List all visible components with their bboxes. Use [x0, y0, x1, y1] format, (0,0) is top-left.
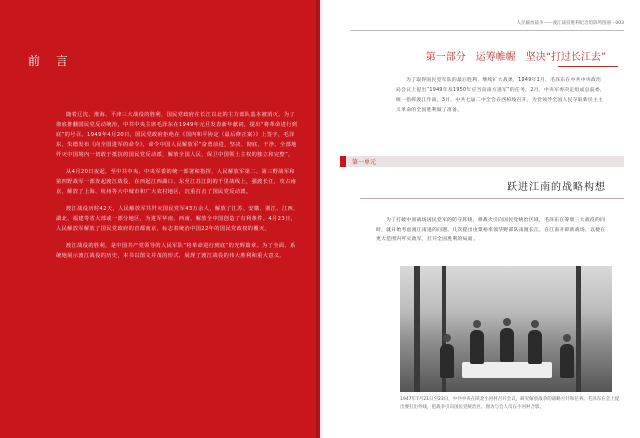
person-figure [528, 330, 542, 364]
person-figure [440, 344, 454, 378]
preface-title: 前 言 [28, 54, 74, 68]
content-page [320, 0, 640, 438]
person-head [531, 320, 539, 328]
person-head [473, 320, 481, 328]
person-head [503, 318, 511, 326]
tree-trunk [414, 266, 420, 392]
historical-photo [400, 266, 612, 392]
part-intro [396, 76, 606, 116]
intro-paragraph: 为了取得国民党军队的最后胜利，继续扩大战果，1949年1月，毛泽东在中共中央政治局会议上提出“1949年及1950年应当向南方进军”的任务。2月，中央军委决定组成总前委，统一指挥渡江作战。3月，中共七届二中全会在西柏坡召开，为党领导全国人民夺取新民主主义革命的全国胜利做了准备。 [396, 78, 606, 113]
part-title: 第一部分 运筹帷幄 坚决“打过长江去” [425, 52, 606, 63]
photo-caption: 1947年7月21日至23日，中共中央在陕北小河村召开会议，研究解放战争的战略方针和任务。毛泽东在会上提出要打出外线，把战争引向国民党统治区。图为与会人员在小河村合影。 [400, 397, 620, 410]
person-figure [470, 330, 484, 364]
person-head [563, 334, 571, 342]
section-divider [360, 198, 624, 199]
body-paragraph: 为了打破中原战场国民党军的防守阵线，将战火引向国民党统治区域，毛泽东在筹划三大战役的同时，就开始考虑渡江南进的问题。几次提出由粟裕率领华野部队南渡长江，在江南开辟新战场，以便在更大范围内歼灭敌军，打开全国胜利的局面。 [376, 218, 606, 242]
tree-trunk [576, 266, 581, 392]
part-title-underline [558, 66, 618, 67]
preface-paragraph: 渡江战役的胜利，是中国共产党领导的人民军队“将革命进行到底”的光辉篇章。为了全面、系统地展示渡江战役的历史，本书以图文并茂的形式，展现了渡江战役的伟大胜利和重大意义。 [56, 243, 296, 259]
preface-paragraph: 从4月20日夜起，至中共中央、中央军委的统一部署和指挥，人民解放军第二、第三野战军和第四野战军一部发起渡江战役，在西起江西湖口、东至江苏江阴的千里战线上，强渡长江，攻占南京，解放了上海、杭州等大中城市和广大农村地区，沉重打击了国民党反动派。 [56, 169, 297, 195]
person-figure [500, 328, 514, 362]
header-divider [350, 30, 624, 31]
person-figure [560, 344, 574, 378]
preface-paragraph: 随着辽沈、淮海、平津三大战役的胜利，国民党政府在长江以北的主力部队基本被消灭。为了彻底推翻国民党反动统治，中共中央主席毛泽东在1949年元旦发表新年献词，提出“将革命进行到底”的号召。1949年4月20日，国民党政府拒绝在《国内和平协定（最后修正案）》上签字，毛泽东、朱德发布《向全国进军的命令》，命令中国人民解放军“奋勇前进，坚决、彻底、干净、全部地歼灭中国境内一切敢于抵抗的国民党反动派，解放全国人民，保卫中国领土主权的独立和完整”。 [56, 112, 298, 158]
unit-banner [340, 156, 624, 167]
unit-label: 第一单元 [352, 159, 377, 166]
preface-paragraph: 渡江战役历时42天，人民解放军共歼灭国民党军43万余人，解放了江苏、安徽、浙江、江西、湖北、福建等省大部或一部分地区，为进军华南、西南，解放全中国创造了有利条件。4月23日，人民解放军解放了国民党政府的首都南京，标志着统治中国22年的国民党政权的覆灭。 [56, 206, 299, 232]
meeting-table [462, 362, 552, 378]
book-gutter [316, 0, 324, 438]
preface-body [56, 110, 300, 268]
running-head: 人民解放战争——渡江战役胜利纪念馆陈列图册 · 003 [516, 21, 624, 26]
person-head [443, 334, 451, 342]
section-title: 跃进江南的战略构想 [507, 182, 606, 193]
section-body [376, 216, 606, 245]
